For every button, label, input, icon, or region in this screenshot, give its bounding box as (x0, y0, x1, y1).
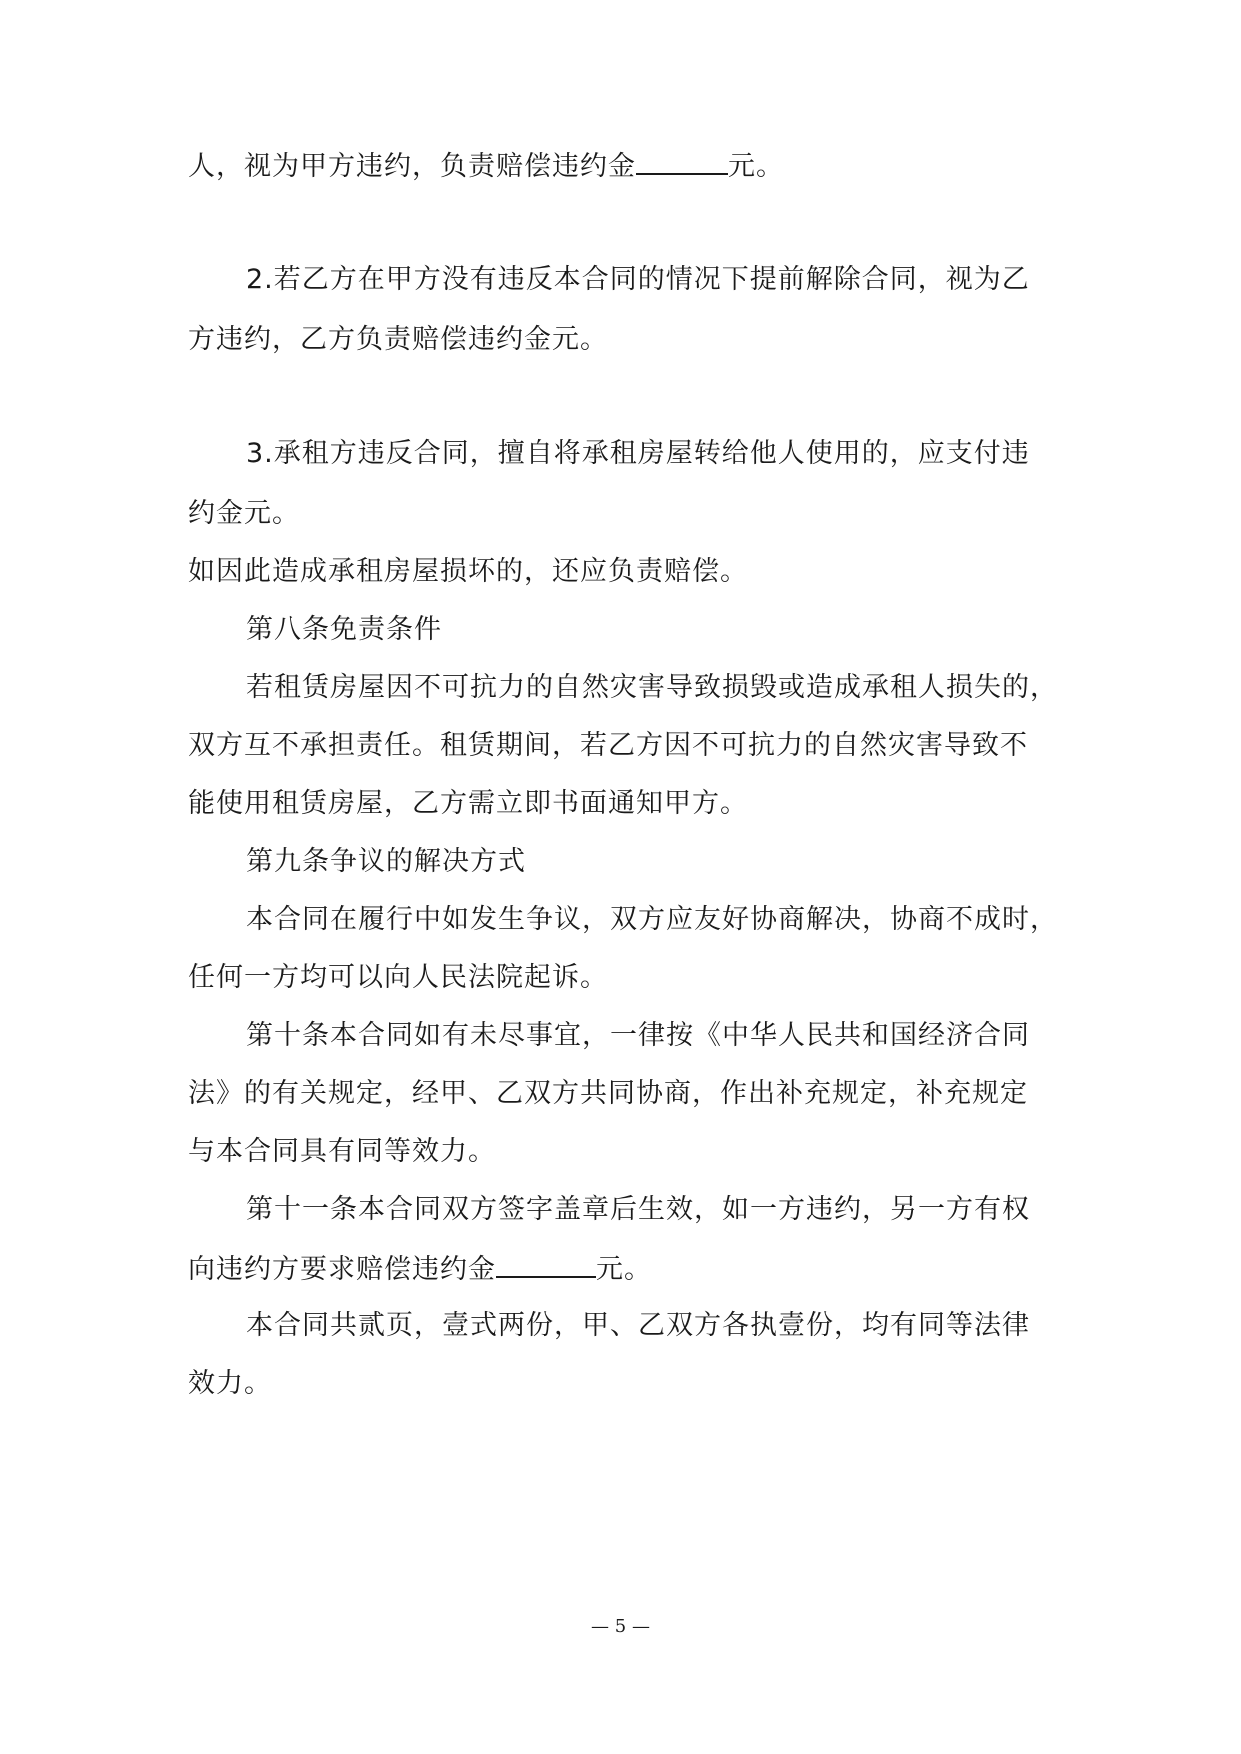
article-10-line-1: 第十条本合同如有未尽事宜，一律按《中华人民共和国经济合同 (246, 1020, 1030, 1051)
article-9-line-2: 任何一方均可以向人民法院起诉。 (188, 962, 608, 993)
paragraph-penalty-line (188, 147, 784, 185)
text-segment: 向违约方要求赔偿违约金 (188, 1254, 496, 1285)
article-8-line-3: 能使用租赁房屋，乙方需立即书面通知甲方。 (188, 788, 748, 819)
clause-3-line-1: 3.承租方违反合同，擅自将承租房屋转给他人使用的，应支付违 (246, 438, 1030, 469)
article-10-line-3: 与本合同具有同等效力。 (188, 1136, 496, 1167)
article-8-line-2: 双方互不承担责任。租赁期间，若乙方因不可抗力的自然灾害导致不 (188, 730, 1028, 761)
article-11-line-2 (188, 1250, 652, 1288)
article-10-line-2: 法》的有关规定，经甲、乙双方共同协商，作出补充规定，补充规定 (188, 1078, 1028, 1109)
text-segment: 元。 (728, 151, 784, 182)
fill-in-blank (636, 147, 728, 175)
article-9-heading: 第九条争议的解决方式 (246, 846, 526, 877)
text-segment: 人，视为甲方违约，负责赔偿违约金 (188, 151, 636, 182)
closing-line-1: 本合同共贰页，壹式两份，甲、乙双方各执壹份，均有同等法律 (246, 1310, 1030, 1341)
clause-2-line-1: 2.若乙方在甲方没有违反本合同的情况下提前解除合同，视为乙 (246, 264, 1030, 295)
clause-3-line-2: 约金元。 (188, 498, 300, 529)
clause-2-line-2: 方违约，乙方负责赔偿违约金元。 (188, 324, 608, 355)
article-8-line-1: 若租赁房屋因不可抗力的自然灾害导致损毁或造成承租人损失的， (246, 672, 1058, 703)
fill-in-blank (496, 1250, 596, 1278)
damage-compensation-line: 如因此造成承租房屋损坏的，还应负责赔偿。 (188, 556, 748, 587)
article-9-line-1: 本合同在履行中如发生争议，双方应友好协商解决，协商不成时， (246, 904, 1058, 935)
closing-line-2: 效力。 (188, 1368, 272, 1399)
page-number: — 5 — (591, 1616, 650, 1637)
article-8-heading: 第八条免责条件 (246, 614, 442, 645)
article-11-line-1: 第十一条本合同双方签字盖章后生效，如一方违约，另一方有权 (246, 1194, 1030, 1225)
text-segment: 元。 (596, 1254, 652, 1285)
